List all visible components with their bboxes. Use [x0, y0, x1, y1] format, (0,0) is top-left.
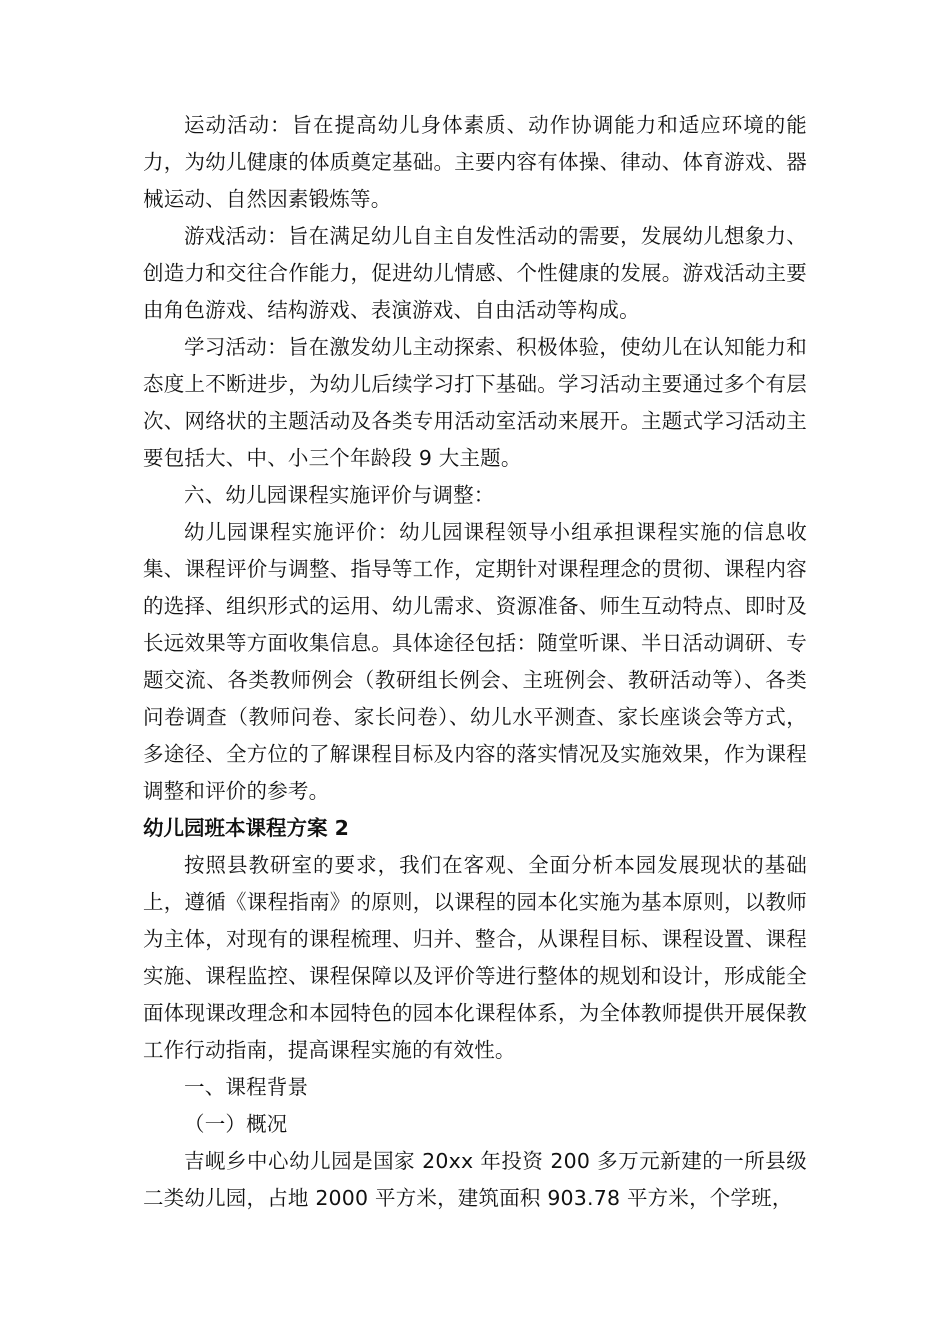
paragraph-sports-activity: 运动活动：旨在提高幼儿身体素质、动作协调能力和适应环境的能力，为幼儿健康的体质奠定基础。主要内容有体操、律动、体育游戏、器械运动、自然因素锻炼等。	[143, 113, 807, 211]
paragraph-section-six-heading: 六、幼儿园课程实施评价与调整：	[184, 483, 495, 507]
document-body	[143, 107, 807, 1217]
paragraph-game-activity: 游戏活动：旨在满足幼儿自主自发性活动的需要，发展幼儿想象力、创造力和交往合作能力，促进幼儿情感、个性健康的发展。游戏活动主要由角色游戏、结构游戏、表演游戏、自由活动等构成。	[143, 224, 807, 322]
paragraph-learning-activity: 学习活动：旨在激发幼儿主动探索、积极体验，使幼儿在认知能力和态度上不断进步，为幼儿后续学习打下基础。学习活动主要通过多个有层次、网络状的主题活动及各类专用活动室活动来展开。主题式学习活动主要包括大、中、小三个年龄段 9 大主题。	[143, 335, 807, 470]
paragraph-overview: 吉岘乡中心幼儿园是国家 20xx 年投资 200 多万元新建的一所县级二类幼儿园，占地 2000 平方米，建筑面积 903.78 平方米，个学班，	[143, 1149, 807, 1210]
paragraph-intro: 按照县教研室的要求，我们在客观、全面分析本园发展现状的基础上，遵循《课程指南》的原则，以课程的园本化实施为基本原则，以教师为主体，对现有的课程梳理、归并、整合，从课程目标、课程设置、课程实施、课程监控、课程保障以及评价等进行整体的规划和设计，形成能全面体现课改理念和本园特色的园本化课程体系，为全体教师提供开展保教工作行动指南，提高课程实施的有效性。	[143, 853, 807, 1062]
paragraph-background-heading: 一、课程背景	[184, 1075, 309, 1099]
paragraph-overview-heading: （一）概况	[184, 1112, 288, 1136]
paragraph-curriculum-evaluation: 幼儿园课程实施评价：幼儿园课程领导小组承担课程实施的信息收集、课程评价与调整、指导等工作，定期针对课程理念的贯彻、课程内容的选择、组织形式的运用、幼儿需求、资源准备、师生互动特点、即时及长远效果等方面收集信息。具体途径包括：随堂听课、半日活动调研、专题交流、各类教师例会（教研组长例会、主班例会、教研活动等）、各类问卷调查（教师问卷、家长问卷）、幼儿水平测查、家长座谈会等方式，多途径、全方位的了解课程目标及内容的落实情况及实施效果，作为课程调整和评价的参考。	[143, 520, 807, 803]
section-title: 幼儿园班本课程方案 2	[143, 816, 349, 840]
